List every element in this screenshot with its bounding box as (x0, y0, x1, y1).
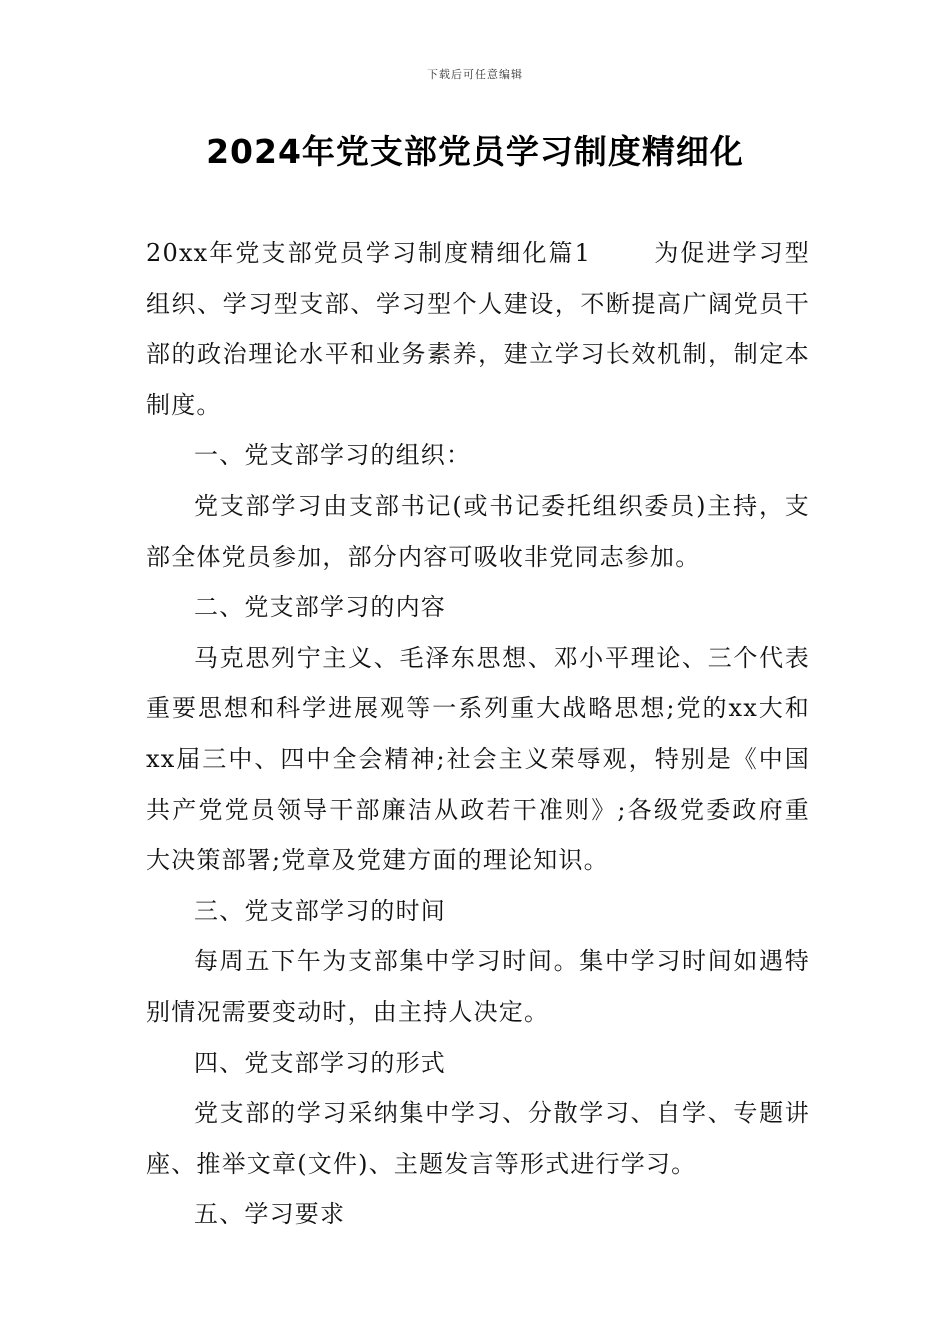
intro-paragraph (146, 228, 810, 430)
document-title: 2024年党支部党员学习制度精细化 (206, 132, 744, 171)
section-heading-content: 二、党支部学习的内容 (194, 593, 446, 622)
section-heading-requirements: 五、学习要求 (194, 1200, 346, 1229)
paragraph-organization: 党支部学习由支部书记(或书记委托组织委员)主持，支部全体党员参加，部分内容可吸收非党同志参加。 (146, 491, 810, 571)
paragraph-time: 每周五下午为支部集中学习时间。集中学习时间如遇特别情况需要变动时，由主持人决定。 (146, 947, 810, 1026)
section-heading-time: 三、党支部学习的时间 (194, 896, 446, 925)
section-heading-organization: 一、党支部学习的组织： (194, 441, 472, 470)
document-body (146, 228, 810, 1240)
intro-heading: 20xx年党支部党员学习制度精细化篇1 (146, 239, 592, 267)
paragraph-form: 党支部的学习采纳集中学习、分散学习、自学、专题讲座、推举文章(文件)、主题发言等形式进行学习。 (146, 1099, 810, 1178)
paragraph-content: 马克思列宁主义、毛泽东思想、邓小平理论、三个代表重要思想和科学进展观等一系列重大战略思想;党的xx大和xx届三中、四中全会精神;社会主义荣辱观，特别是《中国共产党党员领导干部廉洁从政若干准则》;各级党委政府重大决策部署;党章及党建方面的理论知识。 (146, 643, 810, 875)
header-note: 下载后可任意编辑 (427, 68, 523, 81)
section-heading-form: 四、党支部学习的形式 (194, 1048, 446, 1077)
intro-text: 为促进学习型组织、学习型支部、学习型个人建设，不断提高广阔党员干部的政治理论水平和业务素养，建立学习长效机制，制定本制度。 (146, 239, 811, 419)
